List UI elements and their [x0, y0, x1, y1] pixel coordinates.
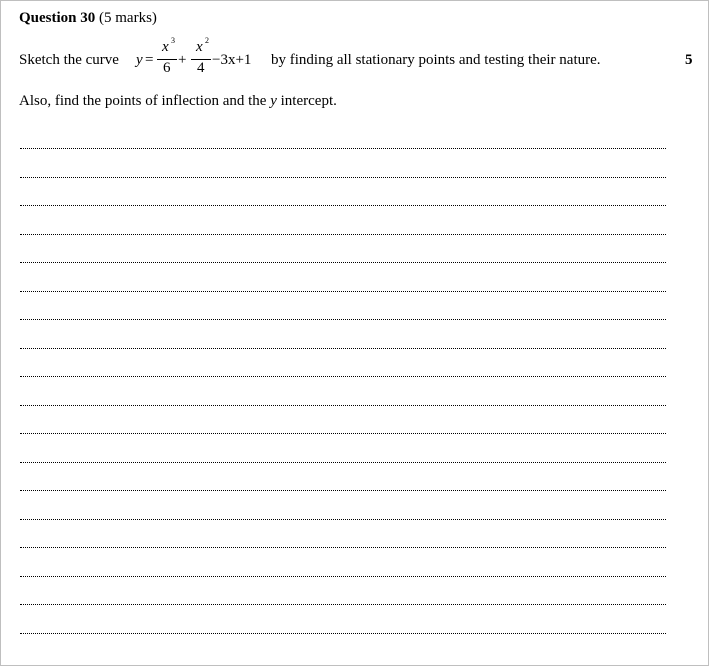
answer-line[interactable]: [20, 633, 666, 634]
eq-numerator-1: x: [162, 39, 169, 55]
eq-exponent-1: 3: [171, 36, 175, 45]
answer-line[interactable]: [20, 462, 666, 463]
answer-line[interactable]: [20, 405, 666, 406]
question-marks-note: (5 marks): [99, 10, 157, 26]
eq-denominator-2: 4: [197, 60, 205, 76]
eq-tail: −3x+1: [212, 52, 252, 68]
question-line-2-after: intercept.: [280, 93, 337, 109]
eq-numerator-2: x: [196, 39, 203, 55]
curve-equation: [136, 37, 286, 77]
answer-line[interactable]: [20, 433, 666, 434]
answer-line[interactable]: [20, 604, 666, 605]
answer-line[interactable]: [20, 376, 666, 377]
answer-line[interactable]: [20, 262, 666, 263]
answer-line[interactable]: [20, 234, 666, 235]
question-line-2-before: Also, find the points of inflection and the: [19, 93, 267, 109]
question-line-2-variable: y: [270, 93, 277, 109]
answer-line[interactable]: [20, 148, 666, 149]
question-text-after: by finding all stationary points and testing their nature.: [271, 52, 601, 68]
question-text-before: Sketch the curve: [19, 52, 119, 68]
answer-line[interactable]: [20, 177, 666, 178]
marks-value: 5: [685, 52, 693, 68]
eq-equals: =: [145, 52, 154, 68]
eq-denominator-1: 6: [163, 60, 171, 76]
answer-line[interactable]: [20, 319, 666, 320]
eq-plus: +: [178, 52, 187, 68]
question-heading: [19, 9, 157, 27]
answer-line[interactable]: [20, 348, 666, 349]
answer-line[interactable]: [20, 205, 666, 206]
question-line-2: [19, 92, 337, 110]
answer-line[interactable]: [20, 519, 666, 520]
question-number: Question 30: [19, 10, 96, 26]
answer-line[interactable]: [20, 547, 666, 548]
answer-line[interactable]: [20, 291, 666, 292]
answer-line[interactable]: [20, 576, 666, 577]
eq-exponent-2: 2: [205, 36, 209, 45]
eq-y: y: [136, 52, 143, 68]
answer-line[interactable]: [20, 490, 666, 491]
